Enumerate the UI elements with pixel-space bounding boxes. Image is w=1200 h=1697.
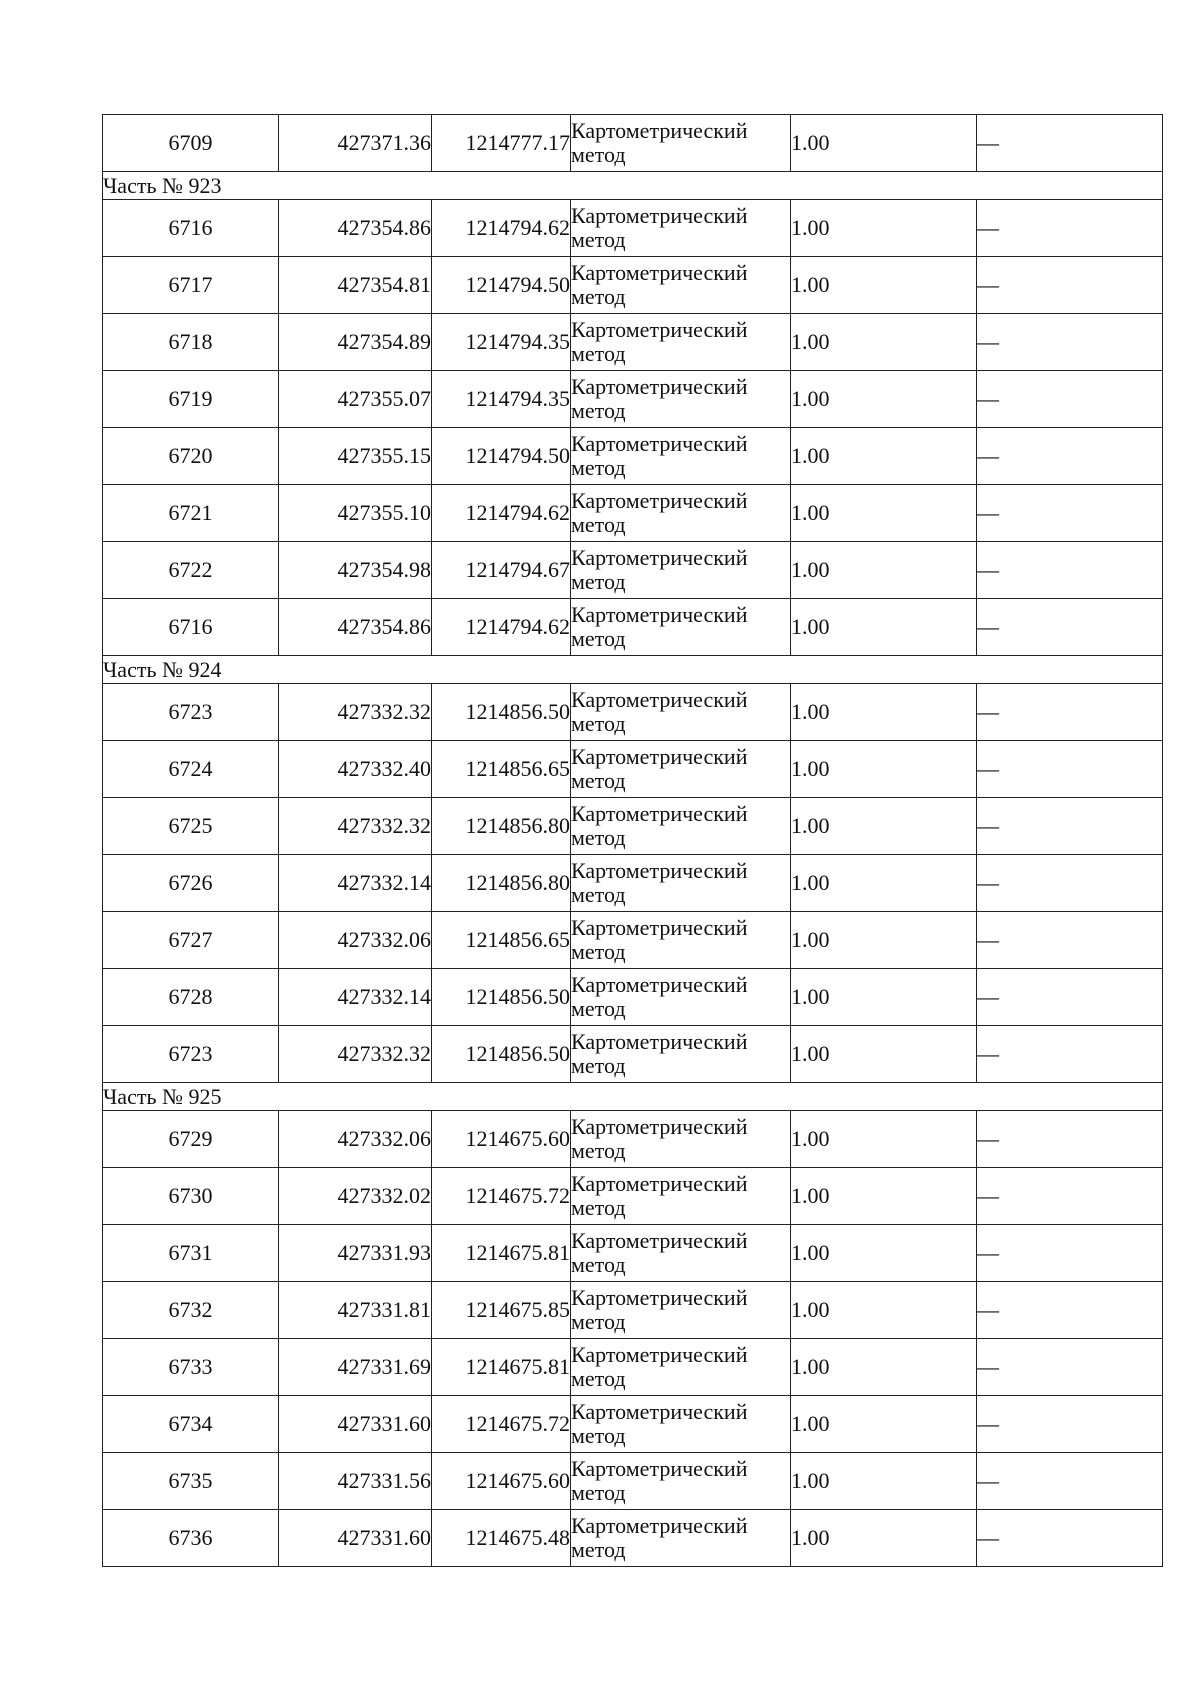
method-cell: [571, 200, 791, 257]
method-line-1: Картометрический: [571, 801, 748, 826]
point-number-cell: 6733: [103, 1339, 279, 1396]
y-coordinate-cell: 1214794.35: [432, 314, 571, 371]
x-coordinate-cell: 427355.10: [279, 485, 432, 542]
table-row: [103, 1282, 1163, 1339]
description-cell: —: [977, 1026, 1163, 1083]
x-coordinate-cell: 427332.06: [279, 912, 432, 969]
description-cell: —: [977, 542, 1163, 599]
table-row: [103, 1453, 1163, 1510]
description-cell: —: [977, 1282, 1163, 1339]
accuracy-cell: 1.00: [791, 485, 977, 542]
method-line-2: метод: [571, 1309, 626, 1334]
method-line-1: Картометрический: [571, 317, 748, 342]
accuracy-cell: 1.00: [791, 1396, 977, 1453]
method-cell: [571, 1510, 791, 1567]
description-cell: —: [977, 684, 1163, 741]
method-cell: [571, 1396, 791, 1453]
table-row: [103, 855, 1163, 912]
method-cell: [571, 314, 791, 371]
method-cell: [571, 1168, 791, 1225]
method-line-1: Картометрический: [571, 203, 748, 228]
y-coordinate-cell: 1214794.62: [432, 200, 571, 257]
table-row: [103, 200, 1163, 257]
method-line-1: Картометрический: [571, 687, 748, 712]
x-coordinate-cell: 427355.15: [279, 428, 432, 485]
accuracy-cell: 1.00: [791, 1453, 977, 1510]
y-coordinate-cell: 1214675.72: [432, 1168, 571, 1225]
method-line-2: метод: [571, 626, 626, 651]
coordinates-table: [102, 114, 1163, 1567]
table-row: [103, 969, 1163, 1026]
y-coordinate-cell: 1214856.65: [432, 741, 571, 798]
method-line-1: Картометрический: [571, 374, 748, 399]
x-coordinate-cell: 427331.60: [279, 1510, 432, 1567]
table-row: [103, 1225, 1163, 1282]
x-coordinate-cell: 427332.06: [279, 1111, 432, 1168]
x-coordinate-cell: 427332.32: [279, 1026, 432, 1083]
description-cell: —: [977, 1510, 1163, 1567]
method-cell: [571, 1282, 791, 1339]
description-cell: —: [977, 855, 1163, 912]
table-row: [103, 798, 1163, 855]
method-cell: [571, 428, 791, 485]
method-line-2: метод: [571, 825, 626, 850]
method-line-2: метод: [571, 1252, 626, 1277]
method-line-1: Картометрический: [571, 431, 748, 456]
method-line-2: метод: [571, 939, 626, 964]
method-line-1: Картометрический: [571, 1285, 748, 1310]
x-coordinate-cell: 427354.98: [279, 542, 432, 599]
method-cell: [571, 371, 791, 428]
y-coordinate-cell: 1214856.80: [432, 798, 571, 855]
method-line-1: Картометрический: [571, 858, 748, 883]
point-number-cell: 6717: [103, 257, 279, 314]
y-coordinate-cell: 1214794.62: [432, 485, 571, 542]
description-cell: —: [977, 115, 1163, 172]
point-number-cell: 6731: [103, 1225, 279, 1282]
method-line-1: Картометрический: [571, 1399, 748, 1424]
table-row: [103, 599, 1163, 656]
x-coordinate-cell: 427354.86: [279, 200, 432, 257]
description-cell: —: [977, 314, 1163, 371]
accuracy-cell: 1.00: [791, 1111, 977, 1168]
method-cell: [571, 115, 791, 172]
method-line-2: метод: [571, 1423, 626, 1448]
x-coordinate-cell: 427371.36: [279, 115, 432, 172]
method-line-1: Картометрический: [571, 1342, 748, 1367]
y-coordinate-cell: 1214856.50: [432, 684, 571, 741]
table-row: [103, 542, 1163, 599]
y-coordinate-cell: 1214794.35: [432, 371, 571, 428]
accuracy-cell: 1.00: [791, 969, 977, 1026]
method-line-2: метод: [571, 711, 626, 736]
table-row: [103, 1168, 1163, 1225]
method-cell: [571, 969, 791, 1026]
x-coordinate-cell: 427331.93: [279, 1225, 432, 1282]
point-number-cell: 6722: [103, 542, 279, 599]
method-cell: [571, 1026, 791, 1083]
method-line-1: Картометрический: [571, 1029, 748, 1054]
accuracy-cell: 1.00: [791, 855, 977, 912]
table-row: [103, 257, 1163, 314]
description-cell: —: [977, 798, 1163, 855]
point-number-cell: 6726: [103, 855, 279, 912]
point-number-cell: 6729: [103, 1111, 279, 1168]
accuracy-cell: 1.00: [791, 1168, 977, 1225]
method-line-1: Картометрический: [571, 1228, 748, 1253]
x-coordinate-cell: 427355.07: [279, 371, 432, 428]
point-number-cell: 6732: [103, 1282, 279, 1339]
method-line-2: метод: [571, 1138, 626, 1163]
table-row: [103, 1510, 1163, 1567]
accuracy-cell: 1.00: [791, 684, 977, 741]
accuracy-cell: 1.00: [791, 257, 977, 314]
method-line-1: Картометрический: [571, 744, 748, 769]
description-cell: —: [977, 599, 1163, 656]
method-cell: [571, 599, 791, 656]
method-cell: [571, 1339, 791, 1396]
y-coordinate-cell: 1214675.81: [432, 1225, 571, 1282]
method-cell: [571, 684, 791, 741]
x-coordinate-cell: 427332.14: [279, 969, 432, 1026]
method-cell: [571, 1111, 791, 1168]
point-number-cell: 6720: [103, 428, 279, 485]
accuracy-cell: 1.00: [791, 200, 977, 257]
y-coordinate-cell: 1214856.65: [432, 912, 571, 969]
method-line-2: метод: [571, 455, 626, 480]
section-header-row: [103, 656, 1163, 684]
x-coordinate-cell: 427354.86: [279, 599, 432, 656]
y-coordinate-cell: 1214794.62: [432, 599, 571, 656]
method-cell: [571, 855, 791, 912]
y-coordinate-cell: 1214675.85: [432, 1282, 571, 1339]
method-cell: [571, 1225, 791, 1282]
method-line-2: метод: [571, 1537, 626, 1562]
section-header-row: [103, 1083, 1163, 1111]
point-number-cell: 6716: [103, 599, 279, 656]
method-line-1: Картометрический: [571, 545, 748, 570]
description-cell: —: [977, 912, 1163, 969]
section-label: Часть № 923: [103, 172, 1163, 200]
method-line-1: Картометрический: [571, 972, 748, 997]
table-row: [103, 115, 1163, 172]
y-coordinate-cell: 1214794.50: [432, 257, 571, 314]
method-line-1: Картометрический: [571, 260, 748, 285]
accuracy-cell: 1.00: [791, 599, 977, 656]
table-row: [103, 912, 1163, 969]
description-cell: —: [977, 1339, 1163, 1396]
description-cell: —: [977, 1225, 1163, 1282]
method-line-1: Картометрический: [571, 915, 748, 940]
method-line-2: метод: [571, 768, 626, 793]
description-cell: —: [977, 1396, 1163, 1453]
point-number-cell: 6718: [103, 314, 279, 371]
table-row: [103, 485, 1163, 542]
accuracy-cell: 1.00: [791, 428, 977, 485]
point-number-cell: 6727: [103, 912, 279, 969]
description-cell: —: [977, 741, 1163, 798]
y-coordinate-cell: 1214856.50: [432, 969, 571, 1026]
method-line-2: метод: [571, 1195, 626, 1220]
method-line-2: метод: [571, 512, 626, 537]
point-number-cell: 6730: [103, 1168, 279, 1225]
method-line-2: метод: [571, 996, 626, 1021]
y-coordinate-cell: 1214675.60: [432, 1453, 571, 1510]
method-line-1: Картометрический: [571, 1456, 748, 1481]
description-cell: —: [977, 969, 1163, 1026]
method-line-1: Картометрический: [571, 1171, 748, 1196]
x-coordinate-cell: 427331.60: [279, 1396, 432, 1453]
description-cell: —: [977, 1453, 1163, 1510]
accuracy-cell: 1.00: [791, 1282, 977, 1339]
table-row: [103, 428, 1163, 485]
method-line-2: метод: [571, 882, 626, 907]
table-row: [103, 1396, 1163, 1453]
method-line-2: метод: [571, 1366, 626, 1391]
method-line-1: Картометрический: [571, 1114, 748, 1139]
description-cell: —: [977, 371, 1163, 428]
description-cell: —: [977, 428, 1163, 485]
table-row: [103, 1111, 1163, 1168]
coordinates-table-body: [103, 115, 1163, 1567]
point-number-cell: 6728: [103, 969, 279, 1026]
point-number-cell: 6724: [103, 741, 279, 798]
point-number-cell: 6725: [103, 798, 279, 855]
point-number-cell: 6721: [103, 485, 279, 542]
accuracy-cell: 1.00: [791, 1339, 977, 1396]
method-cell: [571, 542, 791, 599]
section-header-row: [103, 172, 1163, 200]
method-line-1: Картометрический: [571, 118, 748, 143]
table-row: [103, 314, 1163, 371]
x-coordinate-cell: 427354.89: [279, 314, 432, 371]
y-coordinate-cell: 1214794.50: [432, 428, 571, 485]
y-coordinate-cell: 1214675.60: [432, 1111, 571, 1168]
y-coordinate-cell: 1214777.17: [432, 115, 571, 172]
y-coordinate-cell: 1214675.81: [432, 1339, 571, 1396]
accuracy-cell: 1.00: [791, 314, 977, 371]
point-number-cell: 6735: [103, 1453, 279, 1510]
table-row: [103, 371, 1163, 428]
accuracy-cell: 1.00: [791, 371, 977, 428]
accuracy-cell: 1.00: [791, 115, 977, 172]
method-cell: [571, 257, 791, 314]
table-row: [103, 684, 1163, 741]
method-line-1: Картометрический: [571, 1513, 748, 1538]
method-cell: [571, 485, 791, 542]
accuracy-cell: 1.00: [791, 798, 977, 855]
y-coordinate-cell: 1214675.72: [432, 1396, 571, 1453]
point-number-cell: 6734: [103, 1396, 279, 1453]
table-row: [103, 1026, 1163, 1083]
x-coordinate-cell: 427331.69: [279, 1339, 432, 1396]
x-coordinate-cell: 427331.56: [279, 1453, 432, 1510]
accuracy-cell: 1.00: [791, 1026, 977, 1083]
y-coordinate-cell: 1214675.48: [432, 1510, 571, 1567]
method-line-2: метод: [571, 569, 626, 594]
x-coordinate-cell: 427332.32: [279, 684, 432, 741]
table-row: [103, 741, 1163, 798]
method-line-2: метод: [571, 142, 626, 167]
y-coordinate-cell: 1214794.67: [432, 542, 571, 599]
point-number-cell: 6719: [103, 371, 279, 428]
method-line-2: метод: [571, 1053, 626, 1078]
method-line-2: метод: [571, 398, 626, 423]
point-number-cell: 6709: [103, 115, 279, 172]
x-coordinate-cell: 427332.40: [279, 741, 432, 798]
x-coordinate-cell: 427332.14: [279, 855, 432, 912]
accuracy-cell: 1.00: [791, 912, 977, 969]
accuracy-cell: 1.00: [791, 741, 977, 798]
accuracy-cell: 1.00: [791, 1225, 977, 1282]
accuracy-cell: 1.00: [791, 542, 977, 599]
method-line-2: метод: [571, 284, 626, 309]
method-line-2: метод: [571, 1480, 626, 1505]
method-line-2: метод: [571, 341, 626, 366]
method-cell: [571, 798, 791, 855]
x-coordinate-cell: 427332.32: [279, 798, 432, 855]
method-cell: [571, 1453, 791, 1510]
description-cell: —: [977, 1111, 1163, 1168]
point-number-cell: 6736: [103, 1510, 279, 1567]
table-row: [103, 1339, 1163, 1396]
method-line-1: Картометрический: [571, 488, 748, 513]
method-cell: [571, 912, 791, 969]
x-coordinate-cell: 427331.81: [279, 1282, 432, 1339]
section-label: Часть № 925: [103, 1083, 1163, 1111]
section-label: Часть № 924: [103, 656, 1163, 684]
x-coordinate-cell: 427354.81: [279, 257, 432, 314]
point-number-cell: 6723: [103, 1026, 279, 1083]
y-coordinate-cell: 1214856.80: [432, 855, 571, 912]
description-cell: —: [977, 200, 1163, 257]
point-number-cell: 6716: [103, 200, 279, 257]
description-cell: —: [977, 1168, 1163, 1225]
method-line-1: Картометрический: [571, 602, 748, 627]
method-line-2: метод: [571, 227, 626, 252]
description-cell: —: [977, 485, 1163, 542]
accuracy-cell: 1.00: [791, 1510, 977, 1567]
y-coordinate-cell: 1214856.50: [432, 1026, 571, 1083]
point-number-cell: 6723: [103, 684, 279, 741]
description-cell: —: [977, 257, 1163, 314]
method-cell: [571, 741, 791, 798]
x-coordinate-cell: 427332.02: [279, 1168, 432, 1225]
